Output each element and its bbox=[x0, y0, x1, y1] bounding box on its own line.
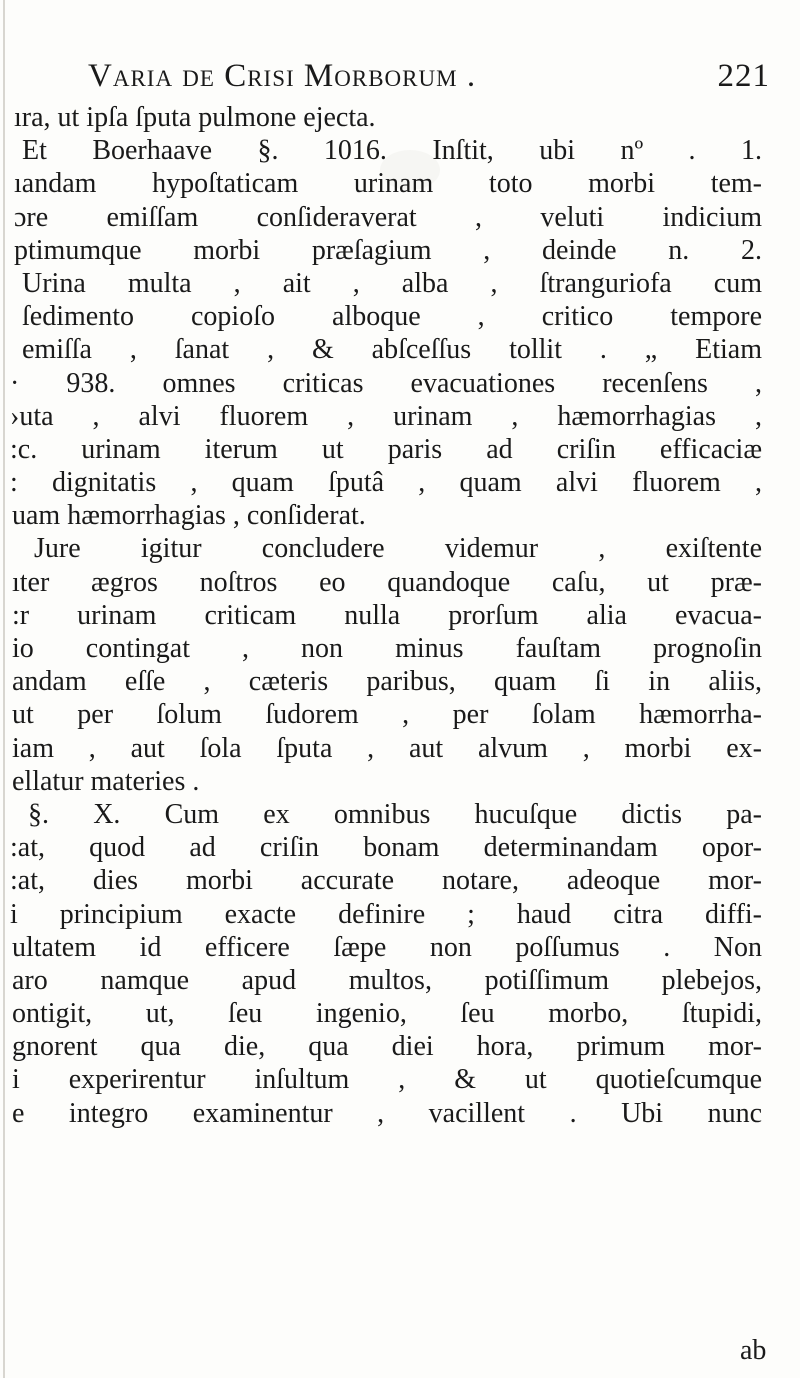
text-line: e integro examinentur , vacillent . Ubi nunc bbox=[12, 1097, 762, 1129]
text-line: ptimumque morbi præſagium , deinde n. 2. bbox=[14, 234, 762, 266]
text-line: iam , aut ſola ſputa , aut alvum , morbi ex- bbox=[12, 732, 762, 764]
text-line: ut per ſolum ſudorem , per ſolam hæmorrha- bbox=[12, 699, 762, 731]
text-line: andam eſſe , cæteris paribus, quam ſi in aliis, bbox=[12, 666, 762, 698]
text-line: uam hæmorrhagias , conſiderat. bbox=[12, 500, 366, 532]
text-line: ›uta , alvi fluorem , urinam , hæmorrhagias , bbox=[10, 400, 762, 432]
text-line: ultatem id efficere ſæpe non poſſumus . Non bbox=[12, 931, 762, 963]
text-line: aro namque apud multos, potiſſimum plebejos, bbox=[12, 964, 762, 996]
text-line: ıra, ut ipſa ſputa pulmone ejecta. bbox=[14, 102, 376, 133]
text-line: :r urinam criticam nulla prorſum alia evacua- bbox=[12, 599, 762, 631]
catchword: ab bbox=[740, 1335, 767, 1366]
text-line: · 938. omnes criticas evacuationes recenſens , bbox=[10, 367, 762, 399]
text-line: Urina multa , ait , alba , ſtranguriofa cum bbox=[22, 267, 762, 299]
text-line: Jure igitur concludere videmur , exiſtente bbox=[34, 533, 762, 565]
page-number: 221 bbox=[717, 58, 770, 94]
body-text bbox=[0, 101, 800, 1130]
text-line: io contingat , non minus fauſtam prognoſin bbox=[12, 633, 762, 664]
text-line: Et Boerhaave §. 1016. Inſtit, ubi nº . 1. bbox=[22, 135, 762, 167]
running-title: Varia de Crisi Morborum . bbox=[88, 58, 477, 94]
text-line: ellatur materies . bbox=[12, 765, 200, 797]
text-line: i principium exacte definire ; haud citra diffi- bbox=[10, 898, 762, 930]
text-line: ıandam hypoſtaticam urinam toto morbi tem- bbox=[14, 168, 762, 200]
text-line: §. X. Cum ex omnibus hucuſque dictis pa- bbox=[28, 798, 762, 830]
text-line: :at, dies morbi accurate notare, adeoque mor- bbox=[10, 865, 762, 897]
text-line: : dignitatis , quam ſputâ , quam alvi fluorem , bbox=[10, 467, 762, 499]
text-line: :c. urinam iterum ut paris ad criſin efficaciæ bbox=[10, 433, 762, 465]
text-line: emiſſa , ſanat , & abſceſſus tollit . „ Etiam bbox=[22, 334, 762, 366]
running-header bbox=[88, 58, 778, 98]
text-line: ıter ægros noſtros eo quandoque caſu, ut præ- bbox=[12, 566, 762, 598]
text-line: ontigit, ut, ſeu ingenio, ſeu morbo, ſtupidi, bbox=[12, 998, 762, 1030]
text-line: ɔre emiſſam conſideraverat , veluti indicium bbox=[14, 201, 762, 233]
text-line: i experirentur inſultum , & ut quotieſcumque bbox=[12, 1064, 762, 1096]
text-line: gnorent qua die, qua diei hora, primum mor- bbox=[12, 1031, 762, 1063]
text-line: ſedimento copioſo alboque , critico tempore bbox=[22, 301, 762, 333]
text-line: :at, quod ad criſin bonam determinandam opor- bbox=[10, 832, 762, 864]
